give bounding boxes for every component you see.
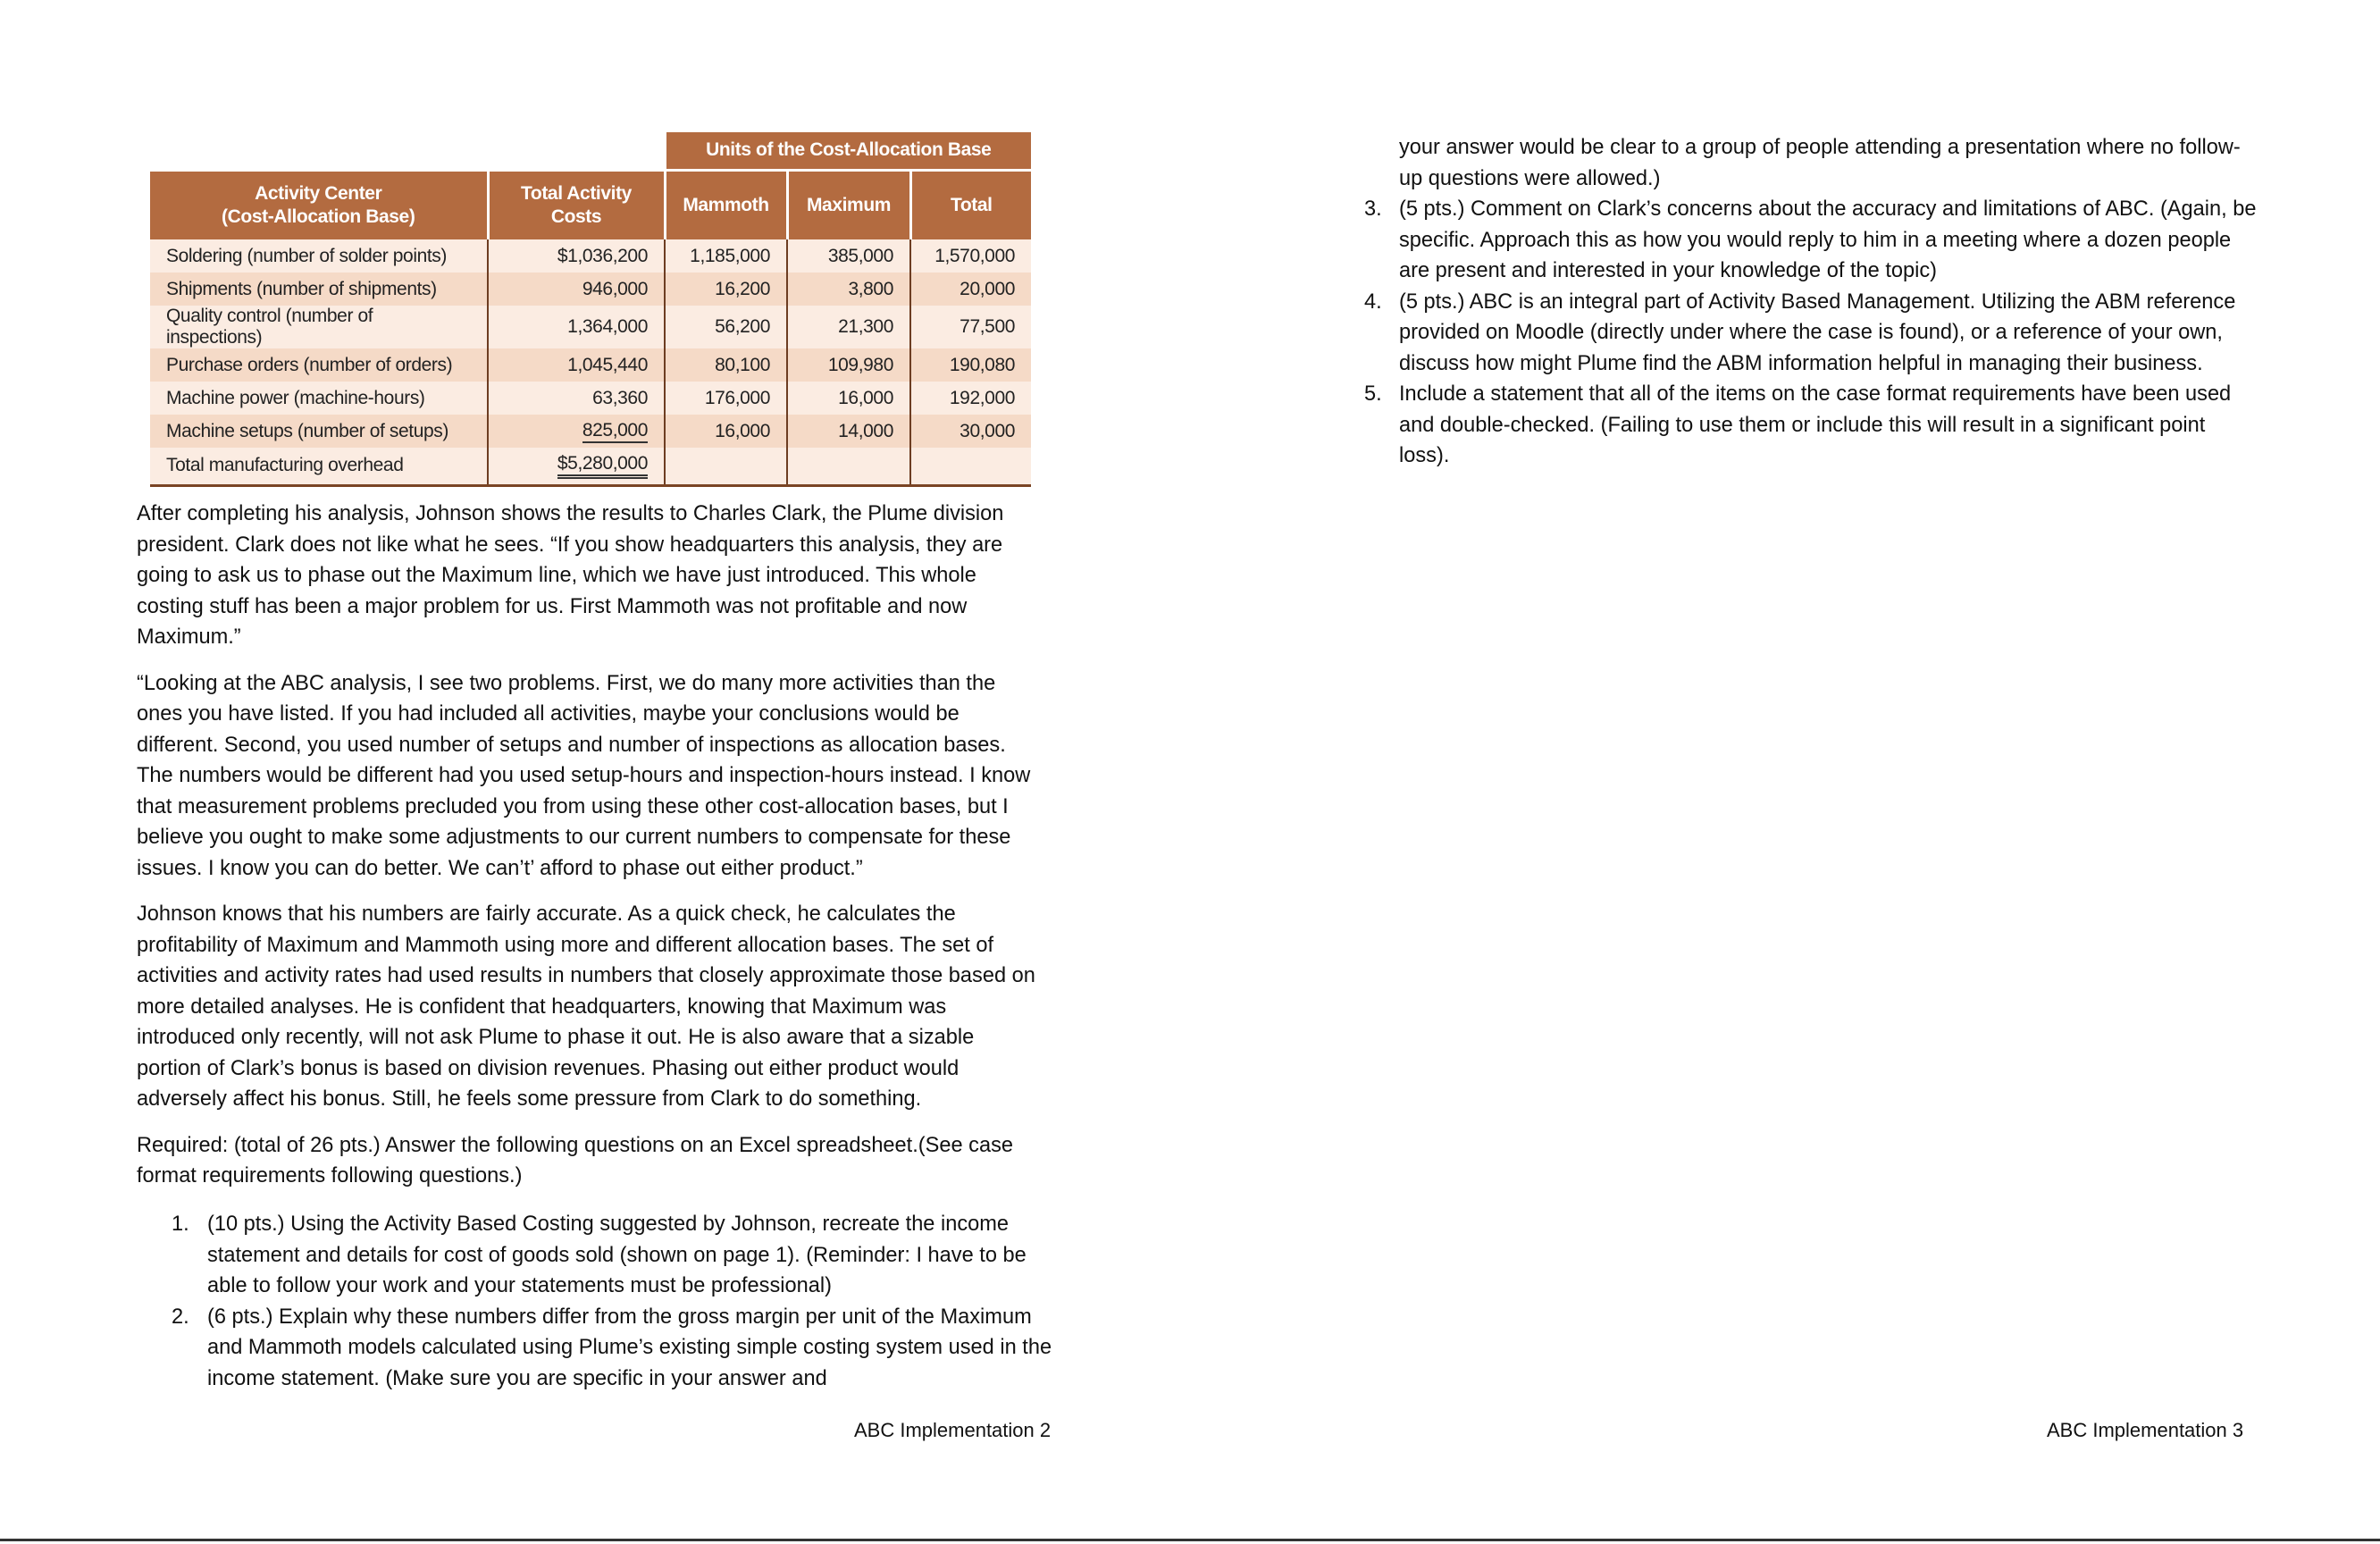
total-cost-cell [488,448,665,485]
list-text: Include a statement that all of the items on the case format requirements have been used and double-checked. (Failing to use them or include this will result in a significant point loss). [1399,382,2232,467]
header-total: Total [910,170,1031,239]
row-label: Shipments (number of shipments) [150,273,488,306]
list-number: 5. [1364,382,1382,406]
table-row [150,348,1031,382]
list-text: (5 pts.) ABC is an integral part of Activity Based Management. Utilizing the ABM reference provided on Moodle (directly under where the case is found), or a reference of your own, discuss how might Plume find the ABM information helpful in managing their business. [1399,290,2236,375]
table-super-header-row [150,132,1031,170]
right-question-list [1364,194,2258,472]
row-mammoth: 80,100 [665,348,787,382]
row-mammoth: 56,200 [665,306,787,348]
total-cost: $5,280,000 [557,453,648,479]
row-maximum: 14,000 [787,415,910,448]
row-maximum: 3,800 [787,273,910,306]
row-cost: 1,045,440 [488,348,665,382]
paragraph: Required: (total of 26 pts.) Answer the following questions on an Excel spreadsheet.(See case format requirements following questions.) [137,1133,1014,1187]
row-cost: 63,360 [488,382,665,415]
list-item [1364,287,2258,380]
table-header-spacer [150,132,665,170]
activity-cost-table [150,132,1031,487]
row-mammoth: 16,200 [665,273,787,306]
units-header: Units of the Cost-Allocation Base [665,132,1031,170]
row-label: Quality control (number of inspections) [150,306,488,348]
list-number: 2. [172,1305,189,1329]
total-mammoth-empty [665,448,787,485]
row-mammoth: 176,000 [665,382,787,415]
header-costs-line2: Costs [550,206,602,227]
list-text: (10 pts.) Using the Activity Based Costing suggested by Johnson, recreate the income statement and details for cost of goods sold (shown on page 1). (Reminder: I have to be able to follow your work and your statements must be professional) [207,1213,1027,1297]
table-row [150,273,1031,306]
row-label: Machine power (machine-hours) [150,382,488,415]
total-maximum-empty [787,448,910,485]
row-maximum: 16,000 [787,382,910,415]
row-total: 20,000 [910,273,1031,306]
header-activity-center [150,170,488,239]
paragraph: your answer would be clear to a group of people attending a presentation where no follow-up questions were allowed.) [1399,136,2241,190]
row-mammoth: 16,000 [665,415,787,448]
row-label: Machine setups (number of setups) [150,415,488,448]
left-question-list [138,1209,1067,1394]
table-row [150,382,1031,415]
left-page-body [137,499,1043,1207]
row-total: 1,570,000 [910,239,1031,273]
table-row [150,415,1031,448]
table-header-row [150,170,1031,239]
bottom-divider [0,1539,2380,1541]
list-item [1364,379,2258,472]
list-number: 1. [172,1213,189,1236]
row-total: 30,000 [910,415,1031,448]
row-maximum: 21,300 [787,306,910,348]
table-row [150,306,1031,348]
row-cost: 825,000 [582,420,648,443]
table-row [150,239,1031,273]
list-item [1364,194,2258,287]
row-cost: 1,364,000 [488,306,665,348]
list-item [138,1302,1067,1395]
row-total: 190,080 [910,348,1031,382]
list-number: 4. [1364,290,1382,314]
header-costs-line1: Total Activity [521,182,632,204]
total-label: Total manufacturing overhead [150,448,488,485]
total-row [150,448,1031,485]
total-total-empty [910,448,1031,485]
row-cost: $1,036,200 [488,239,665,273]
list-text: (6 pts.) Explain why these numbers differ from the gross margin per unit of the Maximum and Mammoth models calculated using Plume’s existing simple costing system used in the income statement. (Make sure you are specific in your answer and [207,1305,1052,1390]
header-maximum: Maximum [787,170,910,239]
row-cost-cell [488,415,665,448]
paragraph: After completing his analysis, Johnson shows the results to Charles Clark, the Plume division president. Clark does not like what he sees. “If you show headquarters this analysis, they are going to ask us to phase out the Maximum line, which we have just introduced. This whole costing stuff has been a major problem for us. First Mammoth was not profitable and now Maximum.” [137,502,1004,649]
header-total-activity-costs [488,170,665,239]
paragraph: Johnson knows that his numbers are fairly accurate. As a quick check, he calculates the profitability of Maximum and Mammoth using more and different allocation bases. The set of activities and activity rates had used results in numbers that closely approximate those based on more detailed analyses. He is confident that headquarters, knowing that Maximum was introduced only recently, will not ask Plume to phase it out. He is also aware that a sizable portion of Clark’s bonus is based on division revenues. Phasing out either product would adversely affect his bonus. Still, he feels some pressure from Clark to do something. [137,902,1035,1111]
row-label: Purchase orders (number of orders) [150,348,488,382]
row-cost: 946,000 [488,273,665,306]
header-activity-line2: (Cost-Allocation Base) [222,206,415,227]
list-number: 3. [1364,197,1382,221]
row-total: 77,500 [910,306,1031,348]
list-text: (5 pts.) Comment on Clark’s concerns about the accuracy and limitations of ABC. (Again, be specific. Approach this as how you would reply to him in a meeting where a dozen people are present and interested in your knowledge of the topic) [1399,197,2257,282]
header-activity-line1: Activity Center [255,182,382,204]
page-footer-right: ABC Implementation 3 [2047,1419,2244,1441]
row-total: 192,000 [910,382,1031,415]
paragraph: “Looking at the ABC analysis, I see two problems. First, we do many more activities than the ones you have listed. If you had included all activities, maybe your conclusions would be different. Second, you used number of setups and number of inspections as allocation bases. The numbers would be different had you used setup-hours and inspection-hours instead. I know that measurement problems precluded you from using these other cost-allocation bases, but I believe you ought to make some adjustments to our current numbers to compensate for these issues. I know you can do better. We can’t’ afford to phase out either product.” [137,671,1031,880]
list-item [138,1209,1067,1302]
page-footer-left: ABC Implementation 2 [854,1419,1052,1441]
row-mammoth: 1,185,000 [665,239,787,273]
header-mammoth: Mammoth [665,170,787,239]
row-label: Soldering (number of solder points) [150,239,488,273]
row-maximum: 109,980 [787,348,910,382]
row-maximum: 385,000 [787,239,910,273]
